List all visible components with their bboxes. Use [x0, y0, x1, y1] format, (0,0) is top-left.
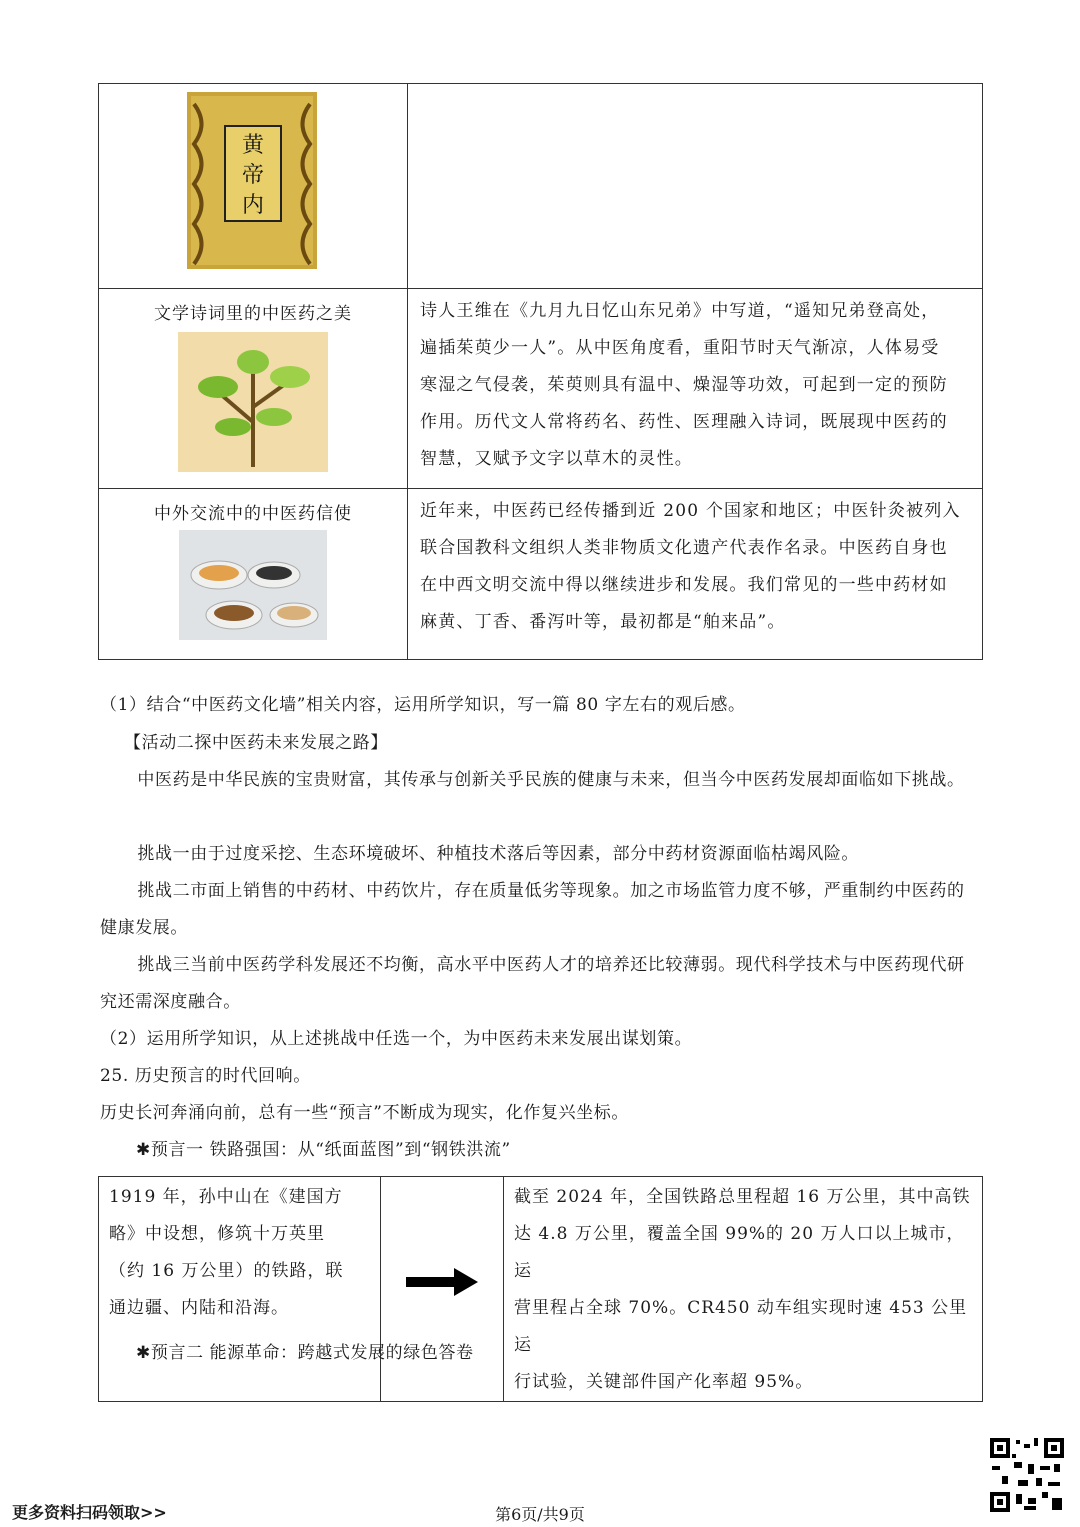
huangdi-neijing-book-image — [99, 84, 407, 284]
challenge-2: 挑战二市面上销售的中药材、中药饮片，存在质量低劣等现象。加之市场监管力度不够，严重制约中医药的健康发展。 — [100, 881, 965, 938]
table-cell-image — [99, 84, 408, 289]
intro-paragraph: 中医药是中华民族的宝贵财富，其传承与创新关乎民族的健康与未来，但当今中医药发展却面临如下挑战。 — [137, 770, 965, 790]
more-resources-link[interactable]: 更多资料扫码领取>> — [12, 1503, 167, 1522]
exchange-text: 近年来，中医药已经传播到近 200 个国家和地区；中医针灸被列入 联合国教科文组织人类非物质文化遗产代表作名录。中医药自身也 在中西文明交流中得以继续进步和发展。我们常见的一些中药材如 麻黄、丁香、番泻叶等，最初都是“舶来品”。 — [420, 501, 961, 632]
table-cell-poetry-text — [408, 289, 983, 489]
challenge-3: 挑战三当前中医药学科发展还不均衡，高水平中医药人才的培养还比较薄弱。现代科学技术与中医药现代研究还需深度融合。 — [100, 955, 965, 1012]
exchange-title: 中外交流中的中医药信使 — [154, 504, 352, 524]
challenge-1: 挑战一由于过度采挖、生态环境破坏、种植技术落后等因素，部分中药材资源面临枯竭风险。 — [137, 844, 859, 864]
prophecy-1: ✱预言一 铁路强国：从“纸面蓝图”到“钢铁洪流” — [136, 1140, 511, 1160]
table-cell-2024: 截至 2024 年，全国铁路总里程超 16 万公里，其中高铁 达 4.8 万公里，覆盖全国 99%的 20 万人口以上城市，运 营里程占全球 70%。CR450 动车组实现时速 453 公里运 行试验，关键部件国产化率超 95%。 — [504, 1177, 983, 1402]
question-2: （2）运用所学知识，从上述挑战中任选一个，为中医药未来发展出谋划策。 — [100, 1029, 693, 1049]
poetry-title: 文学诗词里的中医药之美 — [154, 304, 352, 324]
svg-text:黄: 黄 — [241, 133, 265, 158]
svg-text:内: 内 — [241, 193, 265, 218]
table-cell-exchange — [99, 489, 408, 660]
arrow-right-icon — [406, 1268, 478, 1296]
plant-image — [178, 332, 328, 472]
table-cell-poetry — [99, 289, 408, 489]
herbs-image — [179, 530, 327, 640]
culture-wall-table — [98, 83, 983, 660]
table-cell-1919: 1919 年，孙中山在《建国方 略》中设想，修筑十万英里 （约 16 万公里）的铁路，联 通边疆、内陆和沿海。 — [99, 1177, 381, 1402]
table-cell-empty — [408, 84, 983, 289]
question-25-intro: 历史长河奔涌向前，总有一些“预言”不断成为现实，化作复兴坐标。 — [100, 1103, 629, 1123]
prophecy-2: ✱预言二 能源革命：跨越式发展的绿色答卷 — [136, 1343, 474, 1363]
question-1: （1）结合“中医药文化墙”相关内容，运用所学知识，写一篇 80 字左右的观后感。 — [100, 695, 746, 715]
page-number: 第6页/共9页 — [495, 1505, 585, 1524]
svg-text:帝: 帝 — [241, 163, 265, 188]
poetry-text: 诗人王维在《九月九日忆山东兄弟》中写道，“遥知兄弟登高处， 遍插茱萸少一人”。从中医角度看，重阳节时天气渐凉，人体易受 寒湿之气侵袭，茱萸则具有温中、燥湿等功效，可起到一定的预防 作用。历代文人常将药名、药性、医理融入诗词，既展现中医药的 智慧，又赋予文字以草木的灵性。 — [420, 301, 948, 469]
activity2-title: 【活动二探中医药未来发展之路】 — [124, 733, 388, 753]
question-25-title: 25. 历史预言的时代回响。 — [100, 1066, 311, 1086]
table-cell-exchange-text — [408, 489, 983, 660]
